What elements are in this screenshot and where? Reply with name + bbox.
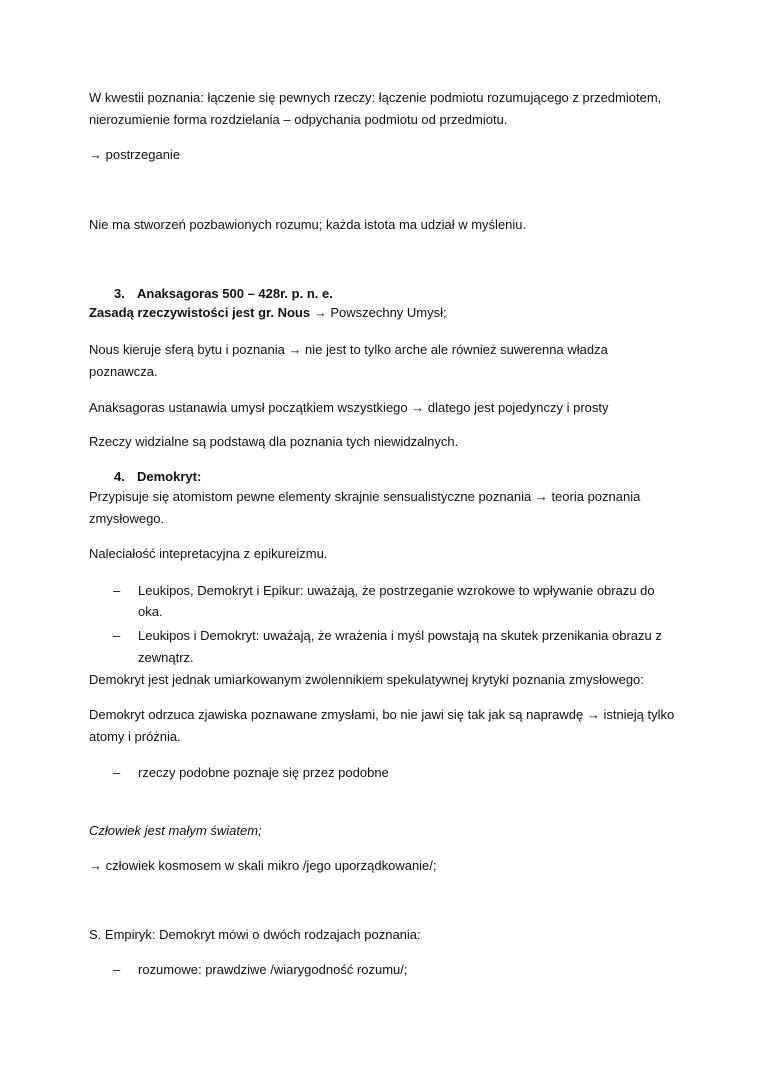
paragraph: → człowiek kosmosem w skali mikro /jego uporządkowanie/;	[89, 858, 437, 873]
bullet-dash: –	[113, 628, 121, 643]
text: → Powszechny Umysł;	[310, 305, 447, 320]
list-item-line: zewnątrz.	[138, 650, 194, 665]
paragraph-line: Demokryt odrzuca zjawiska poznawane zmysłami, bo nie jawi się tak jak są naprawdę → istnieją tylko	[89, 707, 675, 722]
bullet-dash: –	[113, 962, 121, 977]
paragraph-line: poznawcza.	[89, 364, 158, 379]
paragraph-line: zmysłowego.	[89, 511, 165, 526]
paragraph	[89, 305, 447, 321]
heading-number: 4.	[114, 469, 125, 484]
list-item-line: oka.	[138, 604, 163, 619]
italic-paragraph: Człowiek jest małym światem;	[89, 823, 262, 838]
paragraph-line: Nous kieruje sferą bytu i poznania → nie jest to tylko arche ale również suwerenna władza	[89, 342, 608, 357]
paragraph: Anaksagoras ustanawia umysł początkiem wszystkiego → dlatego jest pojedynczy i prosty	[89, 400, 609, 415]
heading-title: Demokryt:	[137, 469, 202, 484]
list-item: rozumowe: prawdziwe /wiarygodność rozumu/;	[138, 962, 408, 977]
list-item: rzeczy podobne poznaje się przez podobne	[138, 765, 389, 780]
list-item: Leukipos i Demokryt: uważają, że wrażenia i myśl powstają na skutek przenikania obrazu z	[138, 628, 662, 643]
bullet-dash: –	[113, 765, 121, 780]
paragraph: Nie ma stworzeń pozbawionych rozumu; każda istota ma udział w myśleniu.	[89, 217, 527, 232]
paragraph: S. Empiryk: Demokryt mówi o dwóch rodzajach poznania:	[89, 927, 421, 942]
paragraph: Naleciałość intepretacyjna z epikureizmu.	[89, 546, 328, 561]
paragraph-line: Przypisuje się atomistom pewne elementy skrajnie sensualistyczne poznania → teoria poznania	[89, 489, 641, 504]
paragraph-line: atomy i próżnia.	[89, 729, 181, 744]
list-item: Leukipos, Demokryt i Epikur: uważają, że postrzeganie wzrokowe to wpływanie obrazu do	[138, 583, 655, 598]
paragraph: Rzeczy widzialne są podstawą dla poznania tych niewidzalnych.	[89, 434, 459, 449]
paragraph: → postrzeganie	[89, 147, 181, 162]
paragraph-line: W kwestii poznania: łączenie się pewnych rzeczy: łączenie podmiotu rozumującego z przedmiotem,	[89, 90, 662, 105]
heading-title: Anaksagoras 500 – 428r. p. n. e.	[137, 286, 333, 301]
bullet-dash: –	[113, 583, 121, 598]
paragraph-line: nierozumienie forma rozdzielania – odpychania podmiotu od przedmiotu.	[89, 112, 508, 127]
bold-text: Zasadą rzeczywistości jest gr. Nous	[89, 305, 311, 320]
heading-number: 3.	[114, 286, 125, 301]
paragraph: Demokryt jest jednak umiarkowanym zwolennikiem spekulatywnej krytyki poznania zmysłowego:	[89, 672, 644, 687]
